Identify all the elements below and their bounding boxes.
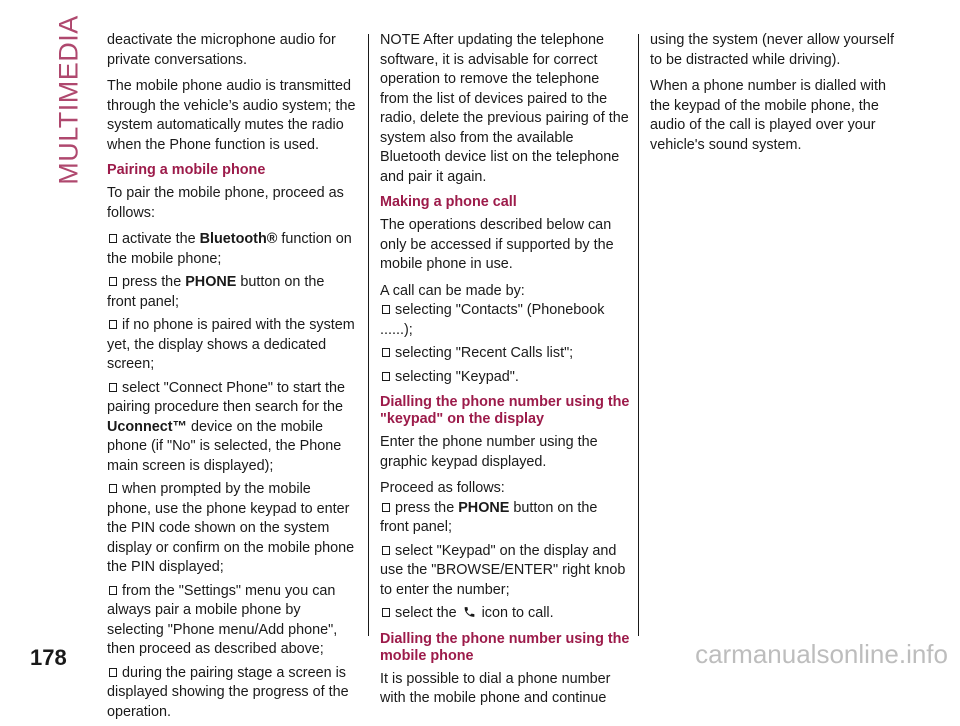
checkbox-bullet-icon: [109, 383, 117, 392]
list-text: device on the mobile phone (if "No" is selected, the Phone main screen is displayed);: [107, 418, 342, 474]
column-1: [107, 31, 357, 726]
list-item: [380, 499, 630, 538]
list-item: [107, 273, 357, 312]
watermark: carmanualsonline.info: [695, 639, 948, 669]
paragraph: It is possible to dial a phone number with the mobile phone and continue: [380, 670, 611, 706]
section-tab: [53, 15, 84, 185]
phone-call-icon: [463, 605, 476, 619]
list-text-bold: PHONE: [458, 499, 510, 516]
column-divider: [638, 34, 639, 636]
list-text: press the: [122, 274, 186, 290]
section-tab-label: MULTIMEDIA: [53, 15, 84, 185]
paragraph: Enter the phone number using the graphic keypad displayed.: [380, 434, 598, 470]
list-item: [107, 582, 357, 660]
paragraph: Proceed as follows:: [380, 480, 505, 496]
list-text: if no phone is paired with the system yet, the display shows a dedicated screen;: [107, 317, 355, 372]
list-text: when prompted by the mobile phone, use the phone keypad to enter the PIN code shown on the system display or confirm on the mobile phone the PIN displayed;: [107, 481, 355, 575]
paragraph: NOTE After updating the telephone software, it is advisable for correct operation to remove the telephone from the list of devices paired to the radio, delete the previous pairing of the system also from the available Bluetooth device list on the telephone and pair it again.: [380, 32, 629, 185]
list-item: [380, 301, 630, 340]
list-text: select "Keypad" on the display and use the "BROWSE/ENTER" right knob to enter the number;: [380, 542, 626, 598]
list-text: from the "Settings" menu you can always pair a mobile phone by selecting "Phone menu/Add phone", then proceed as described above;: [107, 582, 338, 657]
checkbox-bullet-icon: [382, 503, 390, 512]
list-text: selecting "Contacts" (Phonebook ......);: [380, 302, 605, 338]
list-item: [107, 379, 357, 477]
list-text-bold: PHONE: [185, 274, 237, 290]
column-3: [650, 31, 900, 162]
paragraph: using the system (never allow yourself to be distracted while driving).: [650, 32, 894, 68]
checkbox-bullet-icon: [109, 668, 117, 677]
section-heading: Pairing a mobile phone: [107, 162, 266, 178]
list-text-bold: Uconnect™: [107, 418, 187, 435]
section-heading: Making a phone call: [380, 194, 517, 210]
list-text: activate the: [122, 231, 200, 247]
checkbox-bullet-icon: [109, 586, 117, 595]
list-item: [107, 230, 357, 269]
list-text: selecting "Recent Calls list";: [395, 345, 574, 361]
section-heading: Dialling the phone number using the mobile phone: [380, 630, 630, 664]
list-item: [380, 542, 630, 601]
list-text: select "Connect Phone" to start the pairing procedure then search for the: [107, 379, 346, 415]
section-heading: Dialling the phone number using the "keypad" on the display: [380, 394, 630, 427]
list-item: [380, 368, 630, 388]
list-text: button on the front panel;: [380, 499, 598, 535]
list-text: press the: [395, 499, 459, 516]
paragraph: The operations described below can only be accessed if supported by the mobile phone in use.: [380, 217, 614, 272]
list-item: [107, 316, 357, 375]
list-text: icon to call.: [477, 605, 554, 621]
checkbox-bullet-icon: [382, 305, 390, 314]
checkbox-bullet-icon: [109, 277, 117, 286]
checkbox-bullet-icon: [382, 348, 390, 357]
page-number: 178: [30, 645, 67, 670]
paragraph: To pair the mobile phone, proceed as follows:: [107, 185, 344, 221]
checkbox-bullet-icon: [109, 320, 117, 329]
checkbox-bullet-icon: [109, 234, 117, 243]
list-item: [380, 604, 630, 624]
list-text: selecting "Keypad".: [395, 368, 519, 385]
checkbox-bullet-icon: [109, 484, 117, 493]
list-item: [107, 664, 357, 723]
checkbox-bullet-icon: [382, 372, 390, 381]
paragraph: When a phone number is dialled with the keypad of the mobile phone, the audio of the call is played over your vehicle's sound system.: [650, 78, 886, 153]
column-divider: [368, 34, 369, 636]
column-2: [380, 31, 630, 716]
checkbox-bullet-icon: [382, 608, 390, 617]
list-text: button on the front panel;: [107, 274, 325, 310]
list-item: [380, 344, 630, 364]
paragraph: deactivate the microphone audio for private conversations.: [107, 32, 336, 68]
list-text: during the pairing stage a screen is displayed showing the progress of the operation.: [107, 664, 349, 720]
list-text-bold: Bluetooth®: [199, 231, 278, 247]
list-item: [107, 480, 357, 578]
list-text: select the: [395, 605, 461, 621]
paragraph: The mobile phone audio is transmitted through the vehicle’s audio system; the system automatically mutes the radio when the Phone function is used.: [107, 78, 356, 153]
checkbox-bullet-icon: [382, 546, 390, 555]
paragraph: A call can be made by:: [380, 282, 525, 299]
list-text: function on the mobile phone;: [107, 231, 352, 267]
